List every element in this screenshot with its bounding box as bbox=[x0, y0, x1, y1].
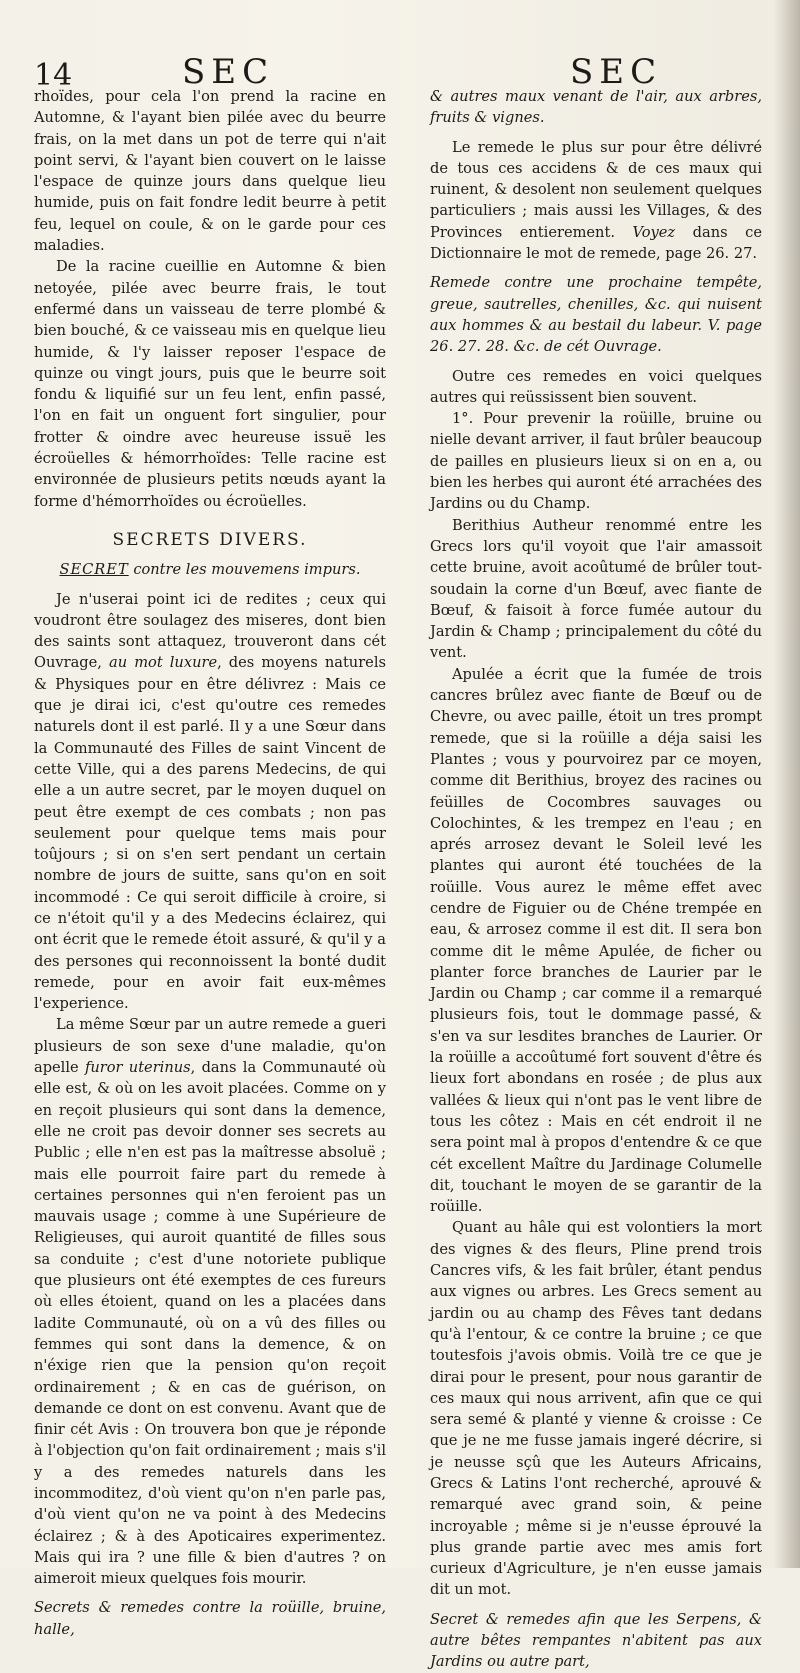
section-heading-continued: Secret & remedes afin que les Serpens, & autre bêtes rempantes n'abitent pas aux Jardins ou autre part, bbox=[430, 1610, 762, 1671]
text-run: La même Sœur par un autre remede a gueri plusieurs de son sexe d'une maladie, qu'on apelle bbox=[34, 1016, 386, 1077]
paragraph bbox=[34, 1014, 386, 1589]
text-run: Le remede le plus sur pour être délivré de tous ces accidens & de ces maux qui ruinent, & desolent non seulement quelques particuliers ; mais aussi les Villages, & des Provinces entierement. bbox=[430, 138, 762, 241]
italic-run: furor uterinus bbox=[84, 1059, 191, 1077]
subtitle-text: contre les mouvemens impurs. bbox=[128, 561, 361, 579]
paragraph: 1°. Pour prevenir la roüille, bruine ou nielle devant arriver, il faut brûler beaucoup de pailles en plusieurs lieux si on en a, ou bien les herbes qui auront été arrachées des Jardins ou du Champ. bbox=[430, 410, 762, 513]
paragraph: Apulée a écrit que la fumée de trois cancres brûlez avec fiante de Bœuf ou de Chevre, ou avec paille, étoit un tres prompt remede, que si la roüille a déja saisi les Plantes ; vous y pourvoirez par ce moyen, comme dit Berithius, broyez des racines ou feüilles de Cocombres sauvages ou Colochintes, & les trempez en l'eau ; en aprés arrosez devant le Soleil levé les plantes qui auront été touchées de la roüille. Vous aurez le même effet avec cendre de Figuier ou de Chéne trempée en eau, & arrosez comme il est dit. Il sera bon comme dit le même Apulée, de ficher ou planter force branches de Laurier par le Jardin ou Champ ; car comme il a remarqué plusieurs fois, tout le dommage passé, & s'en va sur lesdites branches de Laurier. Or la roüille a accoûtumé fort souvent d'être és lieux fort abondans en rosée ; de plus aux vallées & lieux qui n'ont pas le vent libre de tous les côtez : Mais en cét endroit il ne sera point mal à propos d'entendre & ce que cét excellent Maître du Jardinage Columelle dit, touchant le moyen de se garantir de la roüille. bbox=[430, 665, 762, 1216]
text-run: Je n'userai point ici de redites ; ceux qui voudront être soulagez des miseres, dont bien des saints sont attaquez, trouveront dans cét Ouvrage, bbox=[34, 590, 386, 672]
italic-run: Voyez bbox=[632, 223, 676, 241]
paragraph: Outre ces remedes en voici quelques autres qui reüssissent bien souvent. bbox=[430, 367, 762, 406]
section-heading-continued: Secrets & remedes contre la roüille, bruine, halle, bbox=[34, 1599, 386, 1638]
section-title: SECRETS DIVERS. bbox=[112, 529, 308, 550]
page-edge-shadow bbox=[774, 0, 800, 1568]
running-head-left: SEC bbox=[182, 52, 275, 92]
subtitle-keyword: SECRET bbox=[59, 561, 129, 579]
paragraph: De la racine cueillie en Automne & bien netoyée, pilée avec beurre frais, le tout enfermé dans un vaisseau de terre plombé & bien bouché, & ce vaisseau mis en quelque lieu humide, & l'y laisser reposer l'espace de quinze ou vingt jours, puis que le beurre soit fondu & liquifié sur un feu lent, enfin passé, l'on en fait un onguent fort singulier, pour frotter & oindre avec heureuse issuë les écroüelles & hémorrhoïdes: Telle racine est environnée de plusieurs petits nœuds ayant la forme d'hémorrhoïdes ou écroüelles. bbox=[34, 258, 386, 510]
text-run: , des moyens naturels & Physiques pour en être délivrez : Mais ce que je dirai ici, c'est qu'outre ces remedes naturels dont il est parlé. Il y a une Sœur dans la Communauté des Filles de saint Vincent de cette Ville, qui a des parens Medecins, de qui elle a un autre secret, par le moyen duquel on peut être exempt de ces combats ; non pas seulement pour quelque tems mais pour toûjours ; si on s'en sert pendant un certain nombre de jours de suitte, sans qu'on en soit incommodé : Ce qui seroit difficile à croire, si ce n'étoit qu'il y a des Medecins éclairez, qui ont écrit que le remede étoit assuré, & qu'il y a des persones qui reconnoissent la bonté dudit remede, pour en avoir fait eux-mêmes l'experience. bbox=[34, 654, 386, 1013]
running-head-right: SEC bbox=[570, 52, 663, 92]
heading-continuation: & autres maux venant de l'air, aux arbres, fruits & vignes. bbox=[430, 88, 762, 127]
left-column bbox=[34, 86, 386, 1640]
text-run: dans ce Dictionnaire le mot de remede, page 26. 27. bbox=[430, 223, 762, 263]
page-number: 14 bbox=[34, 58, 73, 93]
paragraph bbox=[430, 137, 762, 265]
paragraph: Quant au hâle qui est volontiers la mort des vignes & des fleurs, Pline prend trois Cancres vifs, & les fait brûler, étant pendus aux vignes ou arbres. Les Grecs sement au jardin ou au champ des Fêves tant dedans qu'à l'entour, & ce contre la bruine ; ce que toutesfois j'avois obmis. Voilà tre ce que je dirai pour le present, pour nous garantir de ces maux qui nous arrivent, afin que ce qui sera semé & planté y vienne & croisse : Ce que je ne me fusse jamais ingeré décrire, si je neusse sçû que les Auteurs Africains, Grecs & Latins l'ont recherché, aprouvé & remarqué avec grand soin, & peine incroyable ; même si je n'eusse éprouvé la plus grande partie avec mes amis fort curieux d'Agriculture, je n'en eusse jamais dit un mot. bbox=[430, 1219, 762, 1599]
text-run: , dans la Communauté où elle est, & où on les avoit placées. Comme on y en reçoit plusieurs qui sont dans la demence, elle ne croit pas devoir donner ses secrets au Public ; elle n'en est pas la maîtresse absoluë ; mais elle pourroit faire part du remede à certaines personnes qui n'en feroient pas un mauvais usage ; comme à une Supérieure de Religieuses, qui auroit quantité de filles sous sa conduite ; c'est d'une notoriete publique que plusieurs ont été exemptes de ces fureurs où elles étoient, quand on les a placées dans ladite Communauté, où on a vû des filles ou femmes qui sont dans la demence, & on n'éxige rien que la pension qu'on reçoit ordinairement ; & en cas de guérison, on demande ce dont on est convenu. Avant que de finir cét Avis : On trouvera bon que je réponde à l'objection qu'on fait ordinairement ; mais s'il y a des remedes naturels dans les incommoditez, d'où vient qu'on n'en parle pas, d'où vient qu'on ne va point à des Medecins éclairez ; & à des Apoticaires experimentez. Mais qui ira ? une fille & bien d'autres ? on aimeroit mieux quelques fois mourir. bbox=[34, 1059, 386, 1588]
paragraph: rhoïdes, pour cela l'on prend la racine en Automne, & l'ayant bien pilée avec du beurre frais, on la met dans un pot de terre qui n'ait point servi, & l'ayant bien couvert on le laisse l'espace de quinze jours dans quelque lieu humide, puis on fait fondre ledit beurre à petit feu, lequel on coule, & on le garde pour ces maladies. bbox=[34, 88, 386, 255]
paragraph bbox=[34, 589, 386, 1015]
right-column bbox=[430, 86, 762, 1673]
italic-run: au mot luxure bbox=[109, 654, 218, 672]
paragraph: Berithius Autheur renommé entre les Grecs lors qu'il voyoit que l'air amassoit cette bruine, avoit acoûtumé de brûler tout-soudain la corne d'un Bœuf, avec fiante de Bœuf, & faisoit à force fumée autour du Jardin & Champ ; principalement du côté du vent. bbox=[430, 516, 762, 662]
section-subtitle bbox=[34, 559, 386, 580]
italic-heading: Remede contre une prochaine tempête, greue, sautrelles, chenilles, &c. qui nuisent aux hommes & au bestail du labeur. V. page 26. 27. 28. &c. de cét Ouvrage. bbox=[430, 274, 762, 356]
